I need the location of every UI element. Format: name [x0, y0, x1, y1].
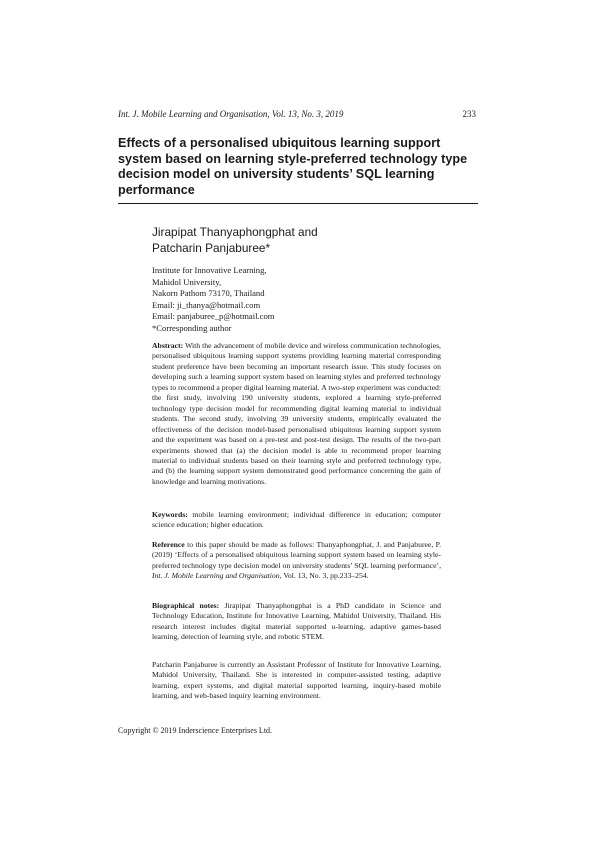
title-divider [118, 203, 478, 204]
author-line-2: Patcharin Panjaburee* [152, 241, 271, 255]
author-line-1: Jirapipat Thanyaphongphat and [152, 225, 318, 239]
running-head [118, 109, 476, 120]
bio-first-author: Jirapipat Thanyaphongphat is a PhD candidate in Science and Technology Education, Institute for Innovative Learning, Mahidol University, Thailand. His research interest includes digital material supported u-learning, adaptive games-based learning, detection of learning style, and robotic STEM. [152, 601, 441, 642]
abstract-section [152, 341, 441, 487]
reference-text: to this paper should be made as follows: Thanyaphongphat, J. and Panjaburee, P. (2019) ‘Effects of a personalised ubiquitous learning support system based on learning style-preferred technology type decision model on university students’ SQL learning performance’, [152, 540, 442, 570]
affiliation-address: Nakorn Pathom 73170, Thailand [152, 288, 265, 298]
biographical-notes-label: Biographical notes: [152, 601, 220, 610]
author-block [152, 224, 472, 256]
copyright-notice: Copyright © 2019 Inderscience Enterprises Ltd. [118, 726, 273, 735]
keywords-section [152, 510, 441, 531]
page-number: 233 [462, 109, 476, 119]
corresponding-author-note: *Corresponding author [152, 322, 232, 333]
reference-section [152, 540, 441, 582]
journal-citation: Int. J. Mobile Learning and Organisation, Vol. 13, No. 3, 2019 [118, 109, 344, 119]
bio-second-author-section [152, 660, 441, 702]
paper-title: Effects of a personalised ubiquitous learning support system based on learning style-preferred technology type decision model on university students’ SQL learning performance [118, 136, 468, 198]
affiliation-university: Mahidol University, [152, 276, 222, 287]
abstract-text: With the advancement of mobile device and wireless communication technologies, personalised ubiquitous learning support systems providing learning material corresponding student preference have been becoming an important research issue. This study focuses on developing such a learning support system based on learning styles and preferred technology types to recommend a proper digital learning material. A two-step experiment was conducted: the first study, involving 190 university students, explored a learning style-preferred technology type decision model for recommending digital learning material to individual students. The second study, involving 39 university students, empirically evaluated the effectiveness of the decision model-based personalised ubiquitous learning support system and the experiment was based on a pre-test and post-test design. The results of the two-part experiments showed that (a) the decision model is able to recommend proper learning material to individual students based on their learning style and preferred technology type, and (b) the learning support system demonstrated good performance concerning the gain of knowledge and learning motivations. [152, 341, 441, 486]
reference-volume: , Vol. 13, No. 3, pp.233–254. [279, 571, 369, 581]
keywords-text: mobile learning environment; individual difference in education; computer science education; higher education. [152, 510, 441, 530]
affiliation-block [152, 265, 472, 334]
biographical-notes-section [152, 601, 441, 643]
affiliation-email-1: Email: ji_thanya@hotmail.com [152, 299, 261, 310]
reference-journal: Int. J. Mobile Learning and Organisation [152, 571, 280, 581]
bio-second-author: Patcharin Panjaburee is currently an Assistant Professor of Institute for Innovative Learning, Mahidol University, Thailand. She is interested in computer-assisted testing, adaptive learning, expert systems, and digital material supported learning, inquiry-based mobile learning, and web-based inquiry learning environment. [152, 660, 441, 701]
keywords-label: Keywords: [152, 510, 188, 519]
reference-label: Reference [152, 540, 185, 549]
abstract-label: Abstract: [152, 341, 184, 350]
affiliation-institute: Institute for Innovative Learning, [152, 265, 267, 275]
affiliation-email-2: Email: panjaburee_p@hotmail.com [152, 311, 275, 321]
